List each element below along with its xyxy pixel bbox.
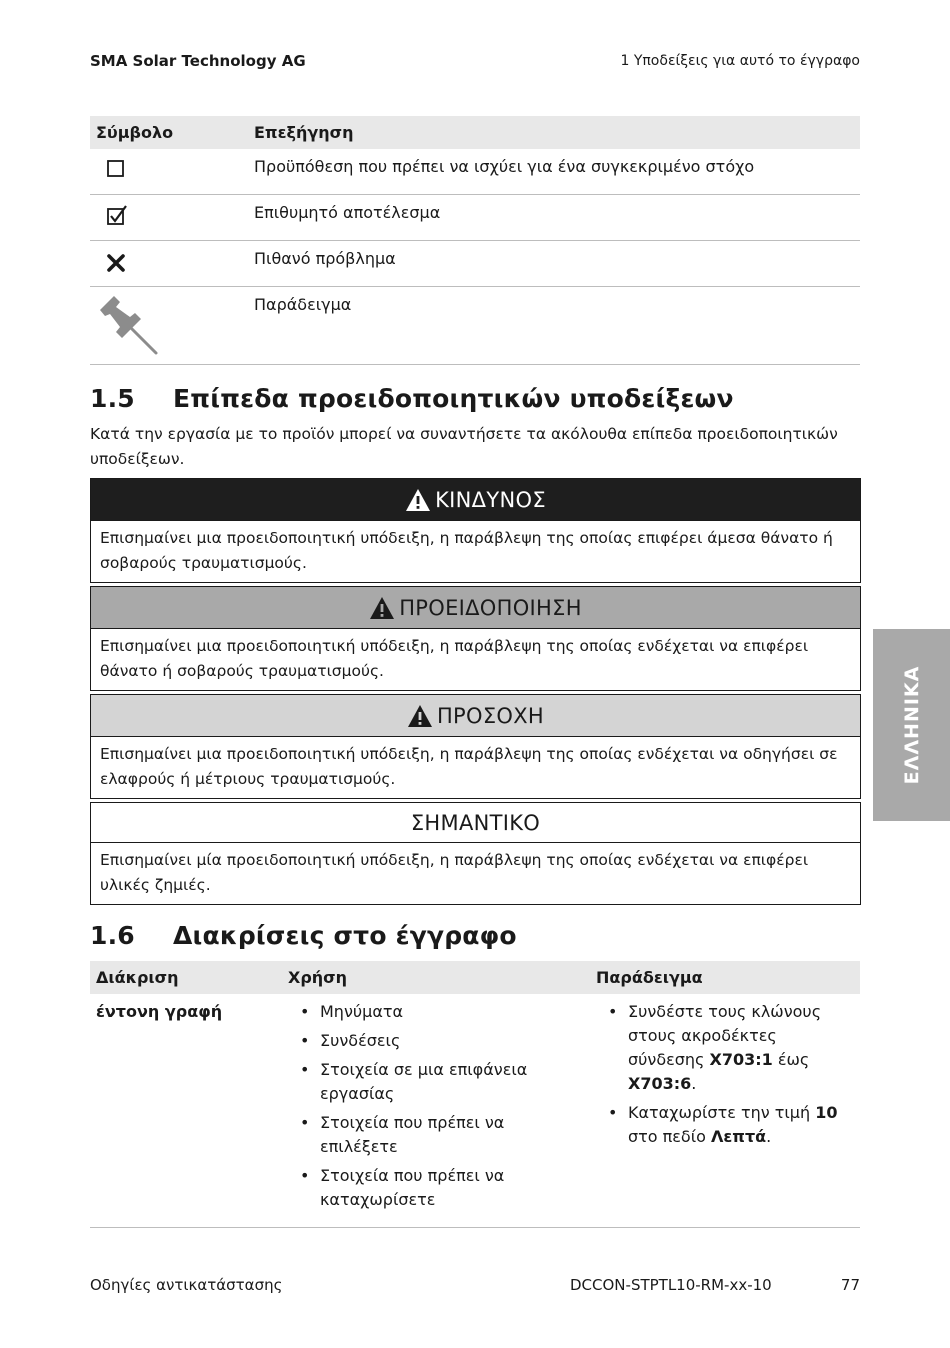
example-cell bbox=[590, 994, 860, 1227]
table-row bbox=[90, 240, 860, 286]
caution-box bbox=[90, 694, 861, 799]
header-company: SMA Solar Technology AG bbox=[90, 52, 306, 70]
danger-title bbox=[91, 479, 860, 521]
pushpin-icon bbox=[98, 294, 160, 356]
symbols-col-symbol: Σύμβολο bbox=[90, 116, 248, 149]
section-title: Επίπεδα προειδοποιητικών υποδείξεων bbox=[173, 384, 734, 413]
notice-box bbox=[90, 802, 861, 905]
empty-checkbox-icon bbox=[106, 159, 126, 179]
emphasis-col-emphasis: Διάκριση bbox=[90, 961, 282, 994]
notice-body: Επισημαίνει μία προειδοποιητική υπόδειξη, η παράβλεψη της οποίας ενδέχεται να επιφέρει υλικές ζημιές. bbox=[100, 851, 809, 894]
list-item: • Συνδέσεις bbox=[288, 1029, 584, 1053]
list-item: • Στοιχεία που πρέπει να επιλέξετε bbox=[288, 1111, 584, 1159]
table-row bbox=[90, 994, 860, 1227]
danger-label: ΚΙΝΔΥΝΟΣ bbox=[435, 487, 546, 512]
list-item: • Στοιχεία που πρέπει να καταχωρίσετε bbox=[288, 1164, 584, 1212]
emphasis-col-example: Παράδειγμα bbox=[590, 961, 860, 994]
warning-triangle-icon bbox=[369, 596, 395, 620]
danger-box bbox=[90, 478, 861, 583]
danger-body: Επισημαίνει μια προειδοποιητική υπόδειξη, η παράβλεψη της οποίας επιφέρει άμεσα θάνατο ή σοβαρούς τραυματισμούς. bbox=[100, 529, 833, 572]
symbol-explanation: Πιθανό πρόβλημα bbox=[248, 240, 860, 286]
symbol-explanation: Παράδειγμα bbox=[248, 286, 860, 364]
section-intro: Κατά την εργασία με το προϊόν μπορεί να συναντήσετε τα ακόλουθα επίπεδα προειδοποιητικών υποδείξεων. bbox=[90, 425, 838, 468]
caution-title bbox=[91, 695, 860, 737]
language-tab bbox=[873, 629, 950, 821]
notice-title bbox=[91, 803, 860, 843]
language-tab-label: ΕΛΛΗΝΙΚΑ bbox=[900, 665, 923, 785]
symbols-table bbox=[90, 116, 860, 365]
warning-label: ΠΡΟΕΙΔΟΠΟΙΗΣΗ bbox=[399, 595, 582, 620]
section-title: Διακρίσεις στο έγγραφο bbox=[173, 921, 517, 950]
list-item: • Καταχωρίστε την τιμή 10 στο πεδίο Λεπτά. bbox=[596, 1101, 854, 1149]
emphasis-table bbox=[90, 961, 860, 1228]
section-number: 1.5 bbox=[90, 384, 135, 413]
table-row bbox=[90, 149, 860, 194]
warning-body: Επισημαίνει μια προειδοποιητική υπόδειξη, η παράβλεψη της οποίας ενδέχεται να επιφέρει θάνατο ή σοβαρούς τραυματισμούς. bbox=[100, 637, 809, 680]
caution-body: Επισημαίνει μια προειδοποιητική υπόδειξη, η παράβλεψη της οποίας ενδέχεται να οδηγήσει σε ελαφρούς ή μέτριους τραυματισμούς. bbox=[100, 745, 838, 788]
footer-doc-title: Οδηγίες αντικατάστασης bbox=[90, 1276, 283, 1294]
footer-doc-code: DCCON-STPTL10-RM-xx-10 bbox=[570, 1276, 772, 1294]
checked-checkbox-icon bbox=[106, 205, 128, 227]
symbols-col-explanation: Επεξήγηση bbox=[248, 116, 860, 149]
symbol-explanation: Επιθυμητό αποτέλεσμα bbox=[248, 194, 860, 240]
warning-box bbox=[90, 586, 861, 691]
list-item: • Συνδέστε τους κλώνους στους ακροδέκτες σύνδεσης X703:1 έως X703:6. bbox=[596, 1000, 854, 1096]
warning-triangle-icon bbox=[407, 704, 433, 728]
header-chapter: 1 Υποδείξεις για αυτό το έγγραφο bbox=[620, 53, 860, 69]
caution-label: ΠΡΟΣΟΧΗ bbox=[436, 703, 545, 728]
notice-label: ΣΗΜΑΝΤΙΚΟ bbox=[410, 810, 541, 835]
warning-title bbox=[91, 587, 860, 629]
table-row bbox=[90, 286, 860, 364]
symbol-explanation: Προϋπόθεση που πρέπει να ισχύει για ένα συγκεκριμένο στόχο bbox=[248, 149, 860, 194]
cross-icon bbox=[106, 253, 126, 273]
use-cell bbox=[282, 994, 590, 1227]
section-heading-1-5 bbox=[90, 384, 734, 413]
emphasis-type: έντονη γραφή bbox=[90, 994, 282, 1227]
list-item: • Μηνύματα bbox=[288, 1000, 584, 1024]
footer-page-number: 77 bbox=[840, 1276, 860, 1294]
emphasis-col-use: Χρήση bbox=[282, 961, 590, 994]
section-heading-1-6 bbox=[90, 921, 517, 950]
warning-triangle-icon bbox=[405, 488, 431, 512]
section-number: 1.6 bbox=[90, 921, 135, 950]
list-item: • Στοιχεία σε μια επιφάνεια εργασίας bbox=[288, 1058, 584, 1106]
table-row bbox=[90, 194, 860, 240]
